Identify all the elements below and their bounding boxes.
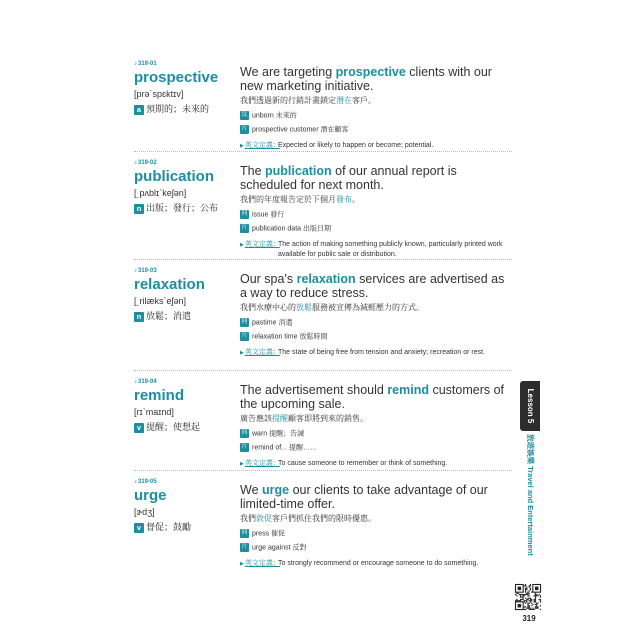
section-label [520, 434, 540, 570]
related-term [240, 429, 512, 439]
meaning: 督促；鼓勵 [146, 522, 192, 532]
related-text: urge against 反對 [252, 544, 307, 552]
definition-label-text: 英文定義： [244, 141, 280, 149]
definition-label [240, 240, 280, 250]
definition-label-text: 英文定義： [244, 559, 280, 567]
sentence-part: clients with our new marketing initiative. [240, 65, 492, 93]
definition-label [240, 459, 280, 469]
track-number: 319-04 [138, 379, 157, 385]
definition-text: The state of being free from tension and anxiety; recreation or rest. [278, 348, 485, 356]
track-number: 319-01 [138, 61, 157, 67]
meaning: 出版；發行；公布 [146, 203, 219, 213]
example-sentence [240, 384, 512, 411]
arrow-icon: ▶ [240, 349, 244, 356]
related-text: publication data 出版日期 [252, 225, 331, 233]
related-tag: 片 [241, 333, 248, 340]
translation [240, 413, 512, 425]
definition-text: To cause someone to remember or think of something. [278, 459, 448, 467]
lesson-tab [520, 381, 540, 431]
section-title: 旅遊娛樂 Travel and Entertainment [526, 434, 535, 556]
translation-part: 客戶。 [352, 96, 376, 105]
word-column [134, 378, 234, 434]
translation [240, 513, 512, 525]
translation-keyword: 潛在 [336, 96, 352, 105]
audio-track[interactable] [134, 378, 234, 387]
related-term [240, 443, 512, 453]
meaning: 預期的；未來的 [146, 104, 210, 114]
related-text: warn 提醒；告誡 [252, 430, 305, 438]
related-tag: 同 [241, 530, 248, 536]
sentence-part: Our spa's [240, 272, 297, 286]
sentence-part: services are advertised as a way to reduce stress. [240, 272, 505, 300]
qr-code[interactable] [514, 583, 542, 611]
related-term [240, 224, 512, 234]
music-note-icon: ♪ [134, 61, 137, 67]
music-note-icon: ♪ [134, 379, 137, 385]
divider [134, 151, 512, 152]
sentence-part: We are targeting [240, 65, 336, 79]
sentence-keyword: relaxation [296, 272, 356, 286]
related-text: pastime 消遣 [252, 319, 293, 327]
arrow-icon: ▶ [240, 241, 244, 248]
headword: urge [134, 487, 167, 504]
definition-label-text: 英文定義： [244, 348, 280, 356]
english-definition [240, 459, 512, 469]
phonetic: [rɪˋmaɪnd] [134, 407, 174, 417]
example-column [240, 159, 512, 260]
related-text: unborn 未來的 [252, 112, 297, 120]
audio-track[interactable] [134, 478, 234, 487]
lesson-label: Lesson 5 [526, 388, 535, 424]
related-text: prospective customer 潛在顧客 [252, 126, 349, 134]
arrow-icon: ▶ [240, 142, 244, 149]
example-column [240, 60, 512, 151]
related-tag: 片 [241, 225, 248, 232]
translation-part: 客戶們抓住我們的限時優惠。 [272, 514, 376, 523]
sentence-part: The [240, 164, 266, 178]
sentence-keyword: publication [265, 164, 332, 178]
english-definition [240, 141, 512, 151]
english-definition [240, 559, 512, 569]
translation-keyword: 提醒 [272, 414, 288, 423]
related-term [240, 332, 512, 342]
sentence-keyword: prospective [335, 65, 406, 79]
example-sentence [240, 66, 512, 93]
sentence-part: of our annual report is scheduled for next month. [240, 164, 457, 192]
translation-part: 我們透過新的行銷計畫鎖定 [240, 96, 336, 105]
definition-text: Expected or likely to happen or become; potential. [278, 141, 434, 149]
related-text: relaxation time 放鬆時間 [252, 333, 328, 341]
headword: publication [134, 168, 214, 185]
page-number: 319 [522, 614, 536, 623]
meaning-line [134, 310, 234, 323]
related-term [240, 111, 512, 121]
phonetic: [ɝdʒ] [134, 507, 155, 517]
related-text: issue 發行 [252, 211, 285, 219]
part-of-speech-badge: n [134, 312, 144, 322]
translation-keyword: 敦促 [256, 514, 272, 523]
meaning-line [134, 103, 234, 116]
audio-track[interactable] [134, 159, 234, 168]
definition-text: To strongly recommend or encourage someone to do something. [278, 559, 479, 567]
translation-part: 顧客即將到來的銷售。 [288, 414, 368, 423]
track-number: 319-02 [138, 160, 157, 166]
related-tag: 同 [241, 430, 248, 436]
english-definition [240, 348, 512, 358]
translation-keyword: 發布 [336, 195, 352, 204]
translation-keyword: 放鬆 [296, 303, 312, 312]
translation [240, 95, 512, 107]
sentence-part: our clients to take advantage of our limited-time offer. [240, 483, 488, 511]
definition-label [240, 559, 280, 569]
translation [240, 302, 512, 314]
definition-label [240, 141, 280, 151]
example-sentence [240, 273, 512, 300]
translation-part: 服務被宣傳為減輕壓力的方式。 [312, 303, 424, 312]
music-note-icon: ♪ [134, 268, 137, 274]
translation-part: 。 [352, 195, 360, 204]
divider [134, 370, 512, 371]
sentence-part: We [240, 483, 262, 497]
related-term [240, 543, 512, 553]
related-text: press 催促 [252, 530, 286, 538]
translation [240, 194, 512, 206]
example-sentence [240, 484, 512, 511]
headword: prospective [134, 69, 219, 86]
part-of-speech-badge: n [134, 204, 144, 214]
sentence-keyword: urge [262, 483, 290, 497]
translation-part: 我們 [240, 514, 256, 523]
part-of-speech-badge: a [134, 105, 144, 115]
word-column [134, 478, 234, 534]
arrow-icon: ▶ [240, 460, 244, 467]
sentence-part: The advertisement should [240, 383, 388, 397]
track-number: 319-03 [138, 268, 157, 274]
music-note-icon: ♪ [134, 479, 137, 485]
meaning-line [134, 521, 234, 534]
audio-track[interactable] [134, 60, 234, 69]
part-of-speech-badge: v [134, 523, 144, 533]
related-tag: 反 [241, 112, 248, 118]
meaning: 放鬆；消遣 [146, 311, 192, 321]
related-term [240, 318, 512, 328]
phonetic: [͵pʌblɪˋkeʃən] [134, 188, 187, 198]
headword: relaxation [134, 276, 205, 293]
related-tag: 同 [241, 319, 248, 325]
meaning: 提醒；使想起 [146, 422, 201, 432]
word-column [134, 60, 234, 116]
related-tag: 片 [241, 544, 248, 551]
related-tag: 片 [241, 444, 248, 451]
definition-label-text: 英文定義： [244, 240, 280, 248]
meaning-line [134, 421, 234, 434]
sentence-keyword: remind [387, 383, 429, 397]
qr-code-image [514, 583, 542, 611]
phonetic: [prəˋspɛktɪv] [134, 89, 184, 99]
music-note-icon: ♪ [134, 160, 137, 166]
related-tag: 同 [241, 211, 248, 217]
example-column [240, 478, 512, 569]
translation-part: 廣告應該 [240, 414, 272, 423]
related-tag: 片 [241, 126, 248, 133]
divider [134, 259, 512, 260]
example-column [240, 378, 512, 469]
example-sentence [240, 165, 512, 192]
phonetic: [͵rilæksˋeʃən] [134, 296, 187, 306]
english-definition [240, 240, 512, 260]
word-column [134, 267, 234, 323]
related-term [240, 529, 512, 539]
audio-track[interactable] [134, 267, 234, 276]
translation-part: 我們的年度報告定於下個月 [240, 195, 336, 204]
related-term [240, 210, 512, 220]
part-of-speech-badge: v [134, 423, 144, 433]
related-text: remind of... 提醒…… [252, 444, 317, 452]
headword: remind [134, 387, 185, 404]
definition-text: The action of making something publicly known, particularly printed work available for public sale or distribution. [278, 240, 503, 258]
related-term [240, 125, 512, 135]
example-column [240, 267, 512, 358]
definition-label [240, 348, 280, 358]
translation-part: 我們水療中心的 [240, 303, 296, 312]
sentence-part: customers of the upcoming sale. [240, 383, 505, 411]
definition-label-text: 英文定義： [244, 459, 280, 467]
word-column [134, 159, 234, 215]
meaning-line [134, 202, 234, 215]
track-number: 319-05 [138, 479, 157, 485]
divider [134, 470, 512, 471]
arrow-icon: ▶ [240, 560, 244, 567]
